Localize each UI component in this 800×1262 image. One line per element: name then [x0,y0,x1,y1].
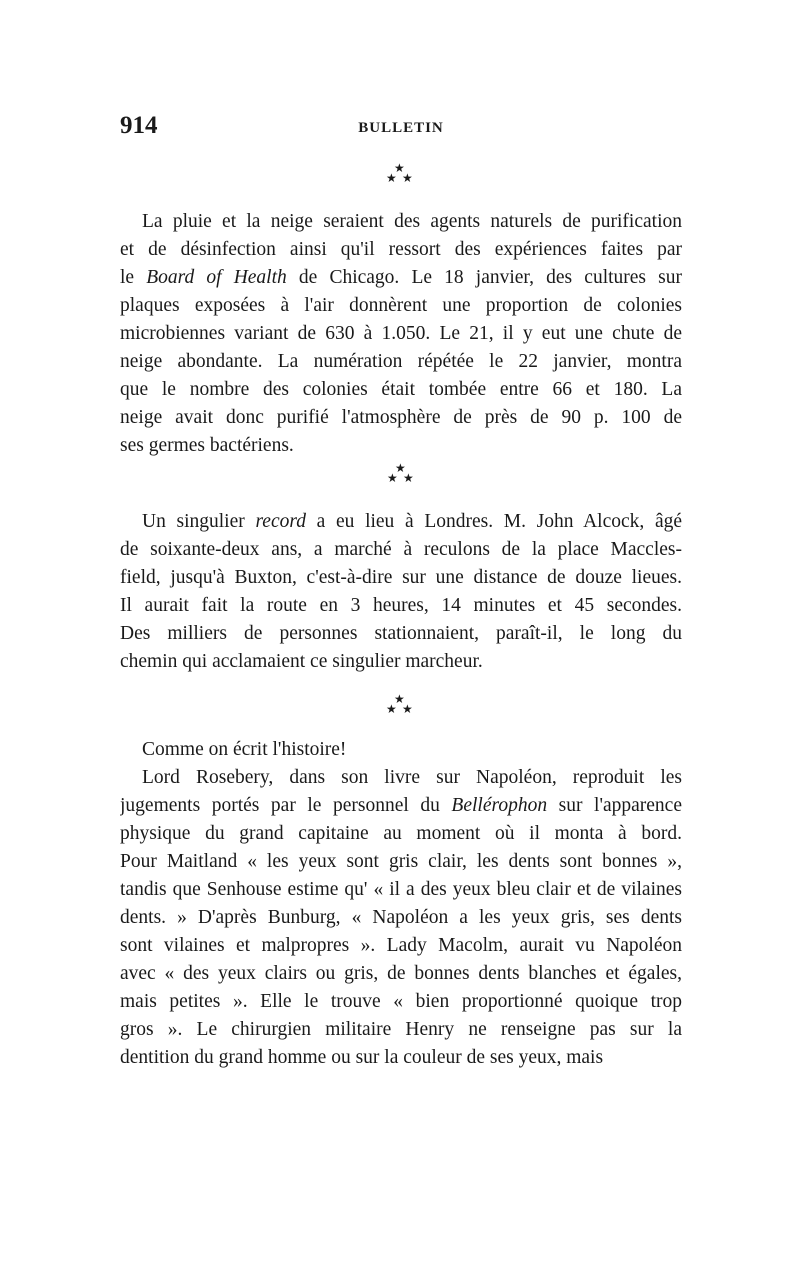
text-line: tandis que Senhouse estime qu' « il a des yeux bleu clair et de vilaines [120,879,682,900]
paragraph-heading: Comme on écrit l'histoire! [142,739,347,760]
text-run: de Chicago. Le 18 janvier, des cultures sur [286,267,682,288]
paragraph-histoire [120,736,682,1072]
text-line: Des milliers de personnes stationnaient, paraît-il, le long du [120,623,682,644]
section-separator-1 [0,162,800,186]
text-line [120,264,682,292]
text-run: Un singulier [142,511,256,532]
asterism-star: ★ [403,471,414,485]
asterism-star: ★ [386,171,397,185]
text-line: avec « des yeux clairs ou gris, de bonnes dents blanches et égales, [120,963,682,984]
text-line [120,508,682,536]
running-head: BULLETIN [358,120,444,136]
text-line: et de désinfection ainsi qu'il ressort des expériences faites par [120,239,682,260]
paragraph-record [120,508,682,676]
asterism-star: ★ [402,702,413,716]
section-separator-2 [0,462,800,486]
asterism-star: ★ [387,471,398,485]
text-line: chemin qui acclamaient ce singulier marcheur. [120,651,483,672]
italic-text: Board of Health [146,267,287,288]
text-line: La pluie et la neige seraient des agents naturels de purification [142,211,682,232]
text-line: de soixante-deux ans, a marché à reculons de la place Maccles- [120,539,682,560]
text-run: a eu lieu à Londres. M. John Alcock, âgé [305,511,682,532]
paragraph-purification [120,208,682,460]
text-line: dentition du grand homme ou sur la couleur de ses yeux, mais [120,1047,604,1068]
text-run: sur l'apparence [547,795,682,816]
asterism-star: ★ [394,161,405,175]
text-line: plaques exposées à l'air donnèrent une proportion de colonies [120,295,682,316]
text-line: dents. » D'après Bunburg, « Napoléon a les yeux gris, ses dents [120,907,682,928]
text-line: Lord Rosebery, dans son livre sur Napoléon, reproduit les [142,767,682,788]
text-line: physique du grand capitaine au moment où il monta à bord. [120,823,682,844]
text-line: mais petites ». Elle le trouve « bien proportionné quoique trop [120,991,682,1012]
text-run: jugements portés par le personnel du [120,795,452,816]
text-line: microbiennes variant de 630 à 1.050. Le 21, il y eut une chute de [120,323,682,344]
section-separator-3 [0,693,800,717]
text-line: que le nombre des colonies était tombée entre 66 et 180. La [120,379,682,400]
page-number: 914 [120,112,158,139]
text-line: neige abondante. La numération répétée le 22 janvier, montra [120,351,682,372]
text-line: neige avait donc purifié l'atmosphère de près de 90 p. 100 de [120,407,682,428]
asterism-star: ★ [394,692,405,706]
text-line: Il aurait fait la route en 3 heures, 14 minutes et 45 secondes. [120,595,682,616]
text-run: le [120,267,147,288]
text-line: sont vilaines et malpropres ». Lady Macolm, aurait vu Napoléon [120,935,682,956]
asterism-star: ★ [395,461,406,475]
text-line: Pour Maitland « les yeux sont gris clair, les dents sont bonnes », [120,851,682,872]
page-header [120,112,682,142]
italic-text: Bellérophon [451,795,548,816]
text-line: field, jusqu'à Buxton, c'est-à-dire sur une distance de douze lieues. [120,567,682,588]
text-line: ses germes bactériens. [120,435,294,456]
text-line: gros ». Le chirurgien militaire Henry ne renseigne pas sur la [120,1019,682,1040]
text-line [120,792,682,820]
asterism-star: ★ [386,702,397,716]
italic-text: record [255,511,306,532]
asterism-star: ★ [402,171,413,185]
